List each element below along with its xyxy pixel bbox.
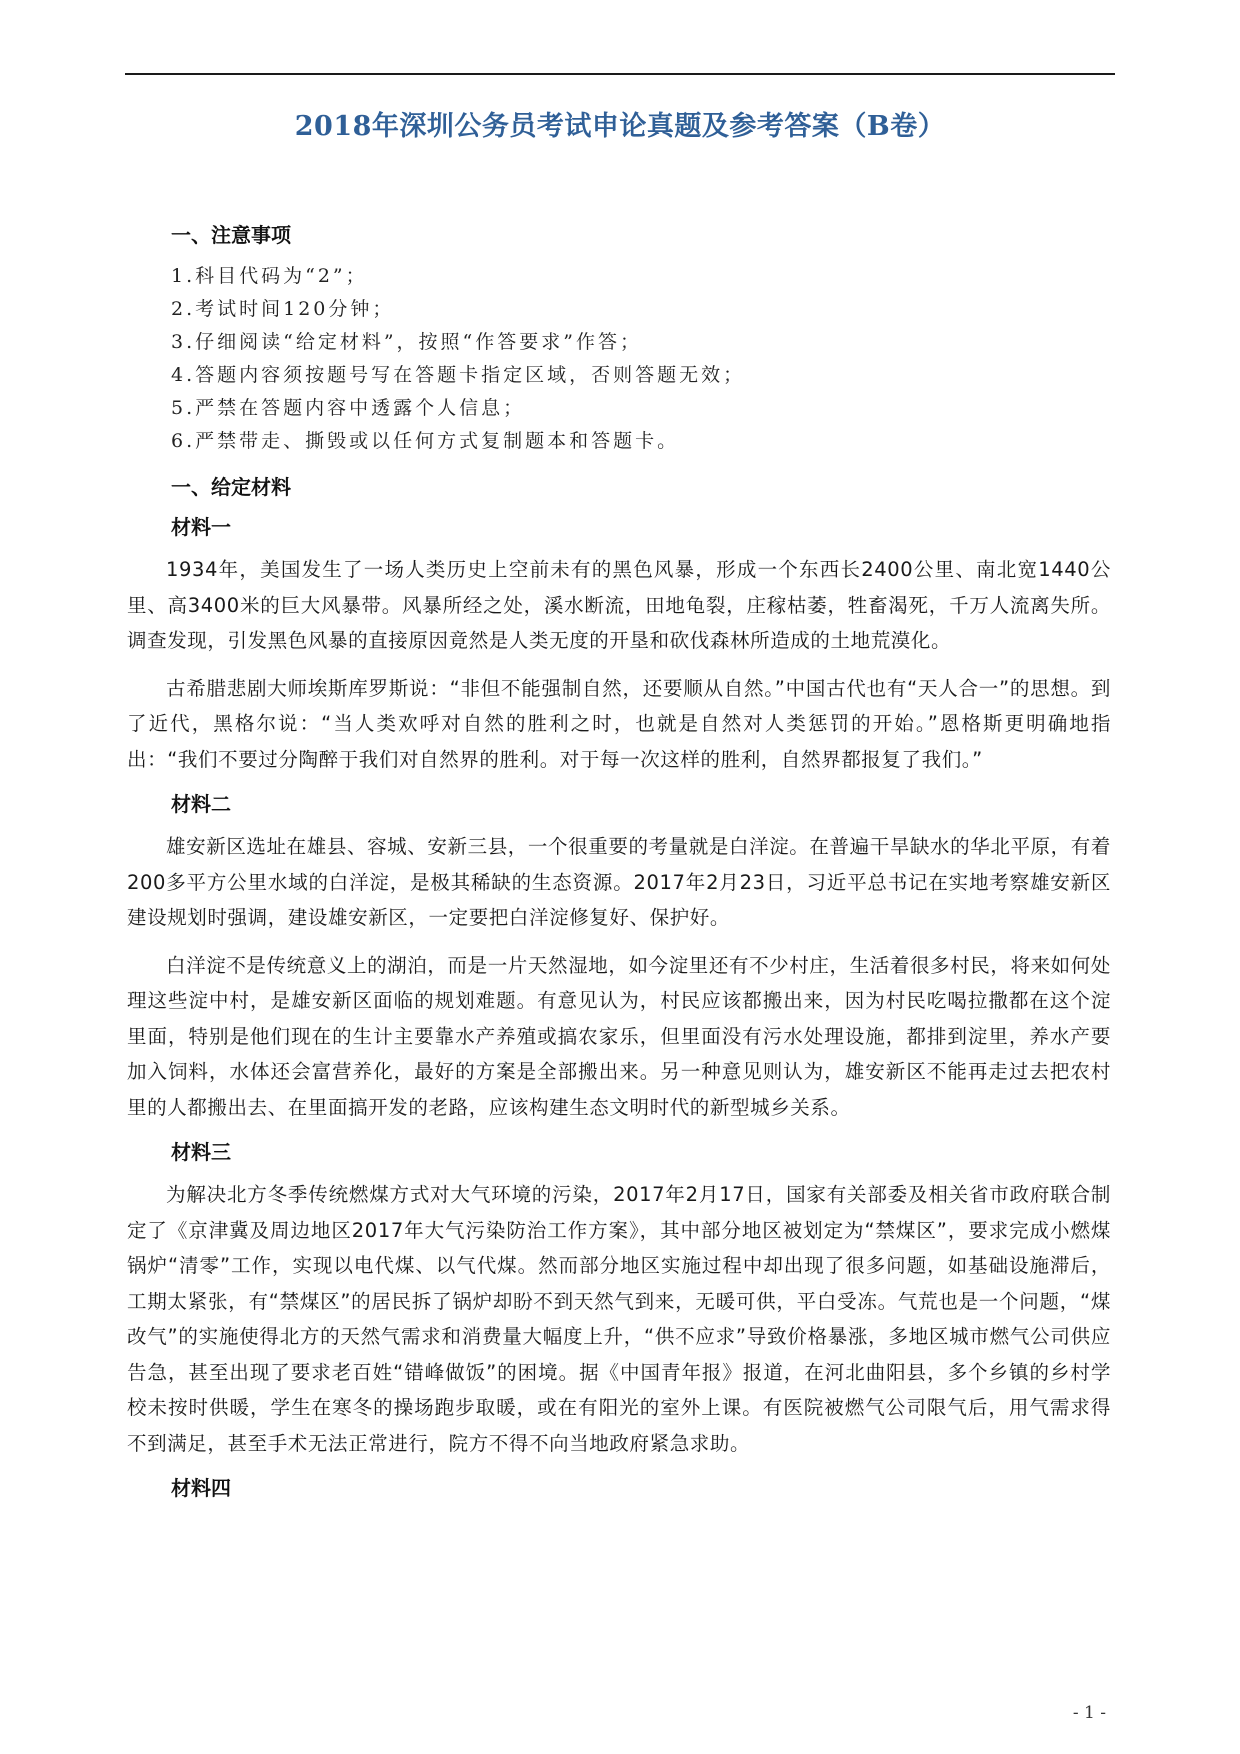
material-1-paragraph-1: 1934年，美国发生了一场人类历史上空前未有的黑色风暴，形成一个东西长2400公里、南北宽1440公里、高3400米的巨大风暴带。风暴所经之处，溪水断流，田地龟裂，庄稼枯萎，牲畜渴死，千万人流离失所。调查发现，引发黑色风暴的直接原因竟然是人类无度的开垦和砍伐森林所造成的土地荒漠化。 bbox=[127, 558, 1111, 652]
notice-heading: 一、注意事项 bbox=[171, 223, 291, 247]
document-title: 2018年深圳公务员考试申论真题及参考答案（B卷） bbox=[294, 111, 946, 142]
material-1-label: 材料一 bbox=[171, 515, 231, 539]
material-2-paragraph-2: 白洋淀不是传统意义上的湖泊，而是一片天然湿地，如今淀里还有不少村庄，生活着很多村民，将来如何处理这些淀中村，是雄安新区面临的规划难题。有意见认为，村民应该都搬出来，因为村民吃喝拉撒都在这个淀里面，特别是他们现在的生计主要靠水产养殖或搞农家乐，但里面没有污水处理设施，都排到淀里，养水产要加入饲料，水体还会富营养化，最好的方案是全部搬出来。另一种意见则认为，雄安新区不能再走过去把农村里的人都搬出去、在里面搞开发的老路，应该构建生态文明时代的新型城乡关系。 bbox=[127, 953, 1111, 1119]
material-3-paragraph-1: 为解决北方冬季传统燃煤方式对大气环境的污染，2017年2月17日，国家有关部委及相关省市政府联合制定了《京津冀及周边地区2017年大气污染防治工作方案》，其中部分地区被划定为“禁煤区”，要求完成小燃煤锅炉“清零”工作，实现以电代煤、以气代煤。然而部分地区实施过程中却出现了很多问题，如基础设施滞后，工期太紧张，有“禁煤区”的居民拆了锅炉却盼不到天然气到来，无暖可供，平白受冻。气荒也是一个问题，“煤改气”的实施使得北方的天然气需求和消费量大幅度上升，“供不应求”导致价格暴涨，多地区城市燃气公司供应告急，甚至出现了要求老百姓“错峰做饭”的困境。据《中国青年报》报道，在河北曲阳县，多个乡镇的乡村学校未按时供暖，学生在寒冬的操场跑步取暖，或在有阳光的室外上课。有医院被燃气公司限气后，用气需求得不到满足，甚至手术无法正常进行，院方不得不向当地政府紧急求助。 bbox=[127, 1183, 1111, 1455]
notice-item: 1.科目代码为“2”； bbox=[171, 265, 368, 287]
notice-item: 5.严禁在答题内容中透露个人信息； bbox=[171, 397, 526, 419]
notice-item: 6.严禁带走、撕毁或以任何方式复制题本和答题卡。 bbox=[171, 430, 680, 452]
materials-heading: 一、给定材料 bbox=[171, 475, 291, 499]
header-rule bbox=[125, 73, 1115, 75]
page-number: - 1 - bbox=[1072, 1703, 1106, 1723]
notice-item: 2.考试时间120分钟； bbox=[171, 298, 395, 320]
material-2-label: 材料二 bbox=[171, 792, 231, 816]
material-3-label: 材料三 bbox=[171, 1140, 231, 1164]
document-body bbox=[127, 218, 1111, 1505]
material-2-paragraph-1: 雄安新区选址在雄县、容城、安新三县，一个很重要的考量就是白洋淀。在普遍干旱缺水的华北平原，有着200多平方公里水域的白洋淀，是极其稀缺的生态资源。2017年2月23日，习近平总书记在实地考察雄安新区建设规划时强调，建设雄安新区，一定要把白洋淀修复好、保护好。 bbox=[127, 835, 1111, 929]
notice-item: 3.仔细阅读“给定材料”，按照“作答要求”作答； bbox=[171, 331, 642, 353]
material-1-paragraph-2: 古希腊悲剧大师埃斯库罗斯说：“非但不能强制自然，还要顺从自然。”中国古代也有“天人合一”的思想。到了近代，黑格尔说：“当人类欢呼对自然的胜利之时，也就是自然对人类惩罚的开始。”恩格斯更明确地指出：“我们不要过分陶醉于我们对自然界的胜利。对于每一次这样的胜利，自然界都报复了我们。” bbox=[127, 676, 1111, 771]
notice-item: 4.答题内容须按题号写在答题卡指定区域，否则答题无效； bbox=[171, 364, 746, 386]
material-4-label: 材料四 bbox=[171, 1476, 231, 1500]
